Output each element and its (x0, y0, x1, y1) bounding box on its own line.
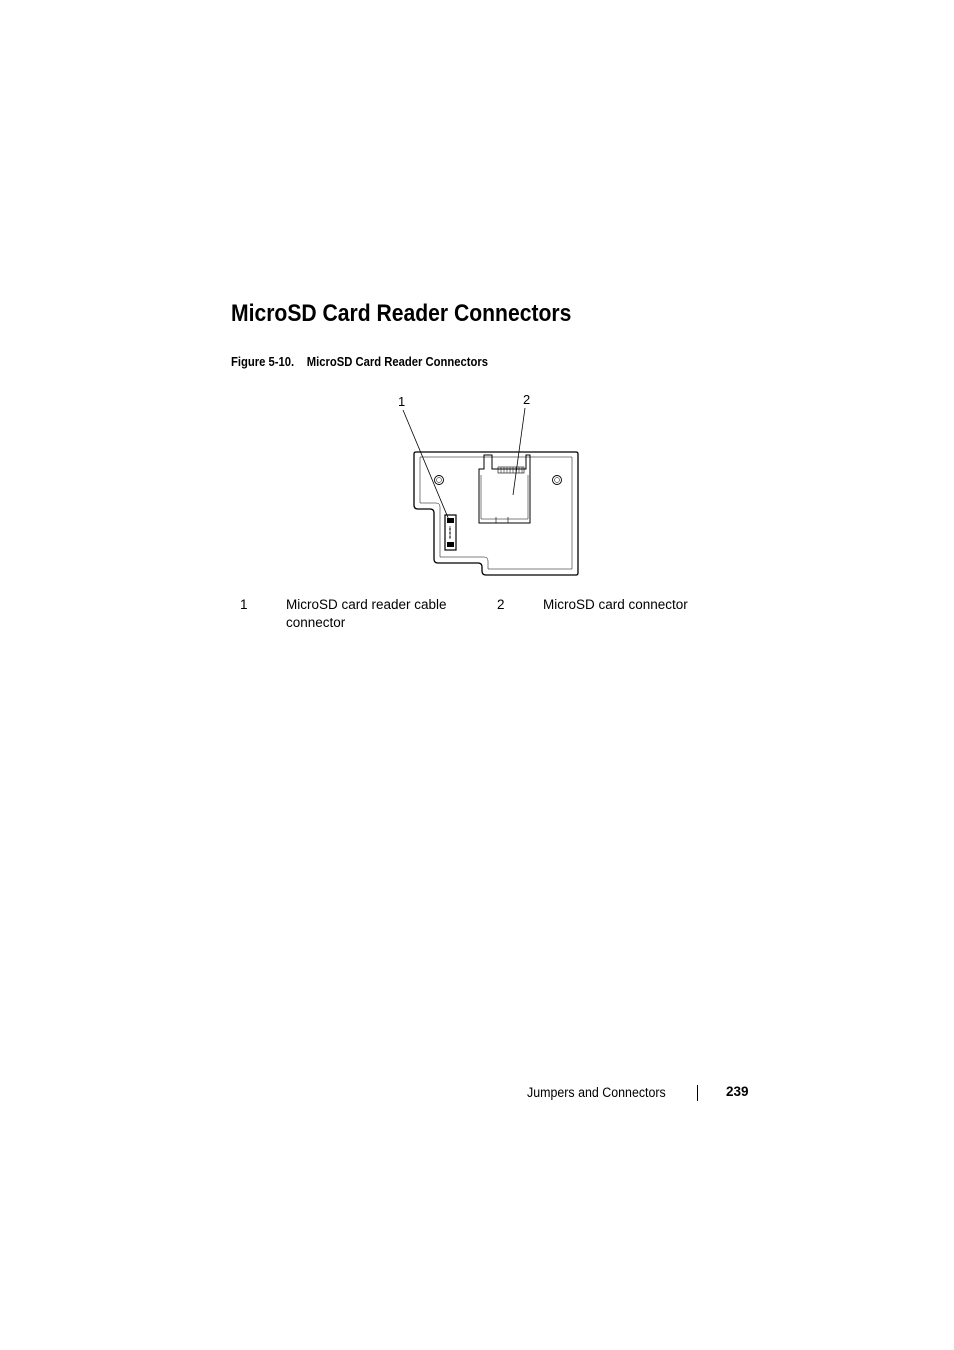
board-outline (414, 452, 578, 575)
board-inner-outline (420, 457, 572, 569)
mounting-hole-right (553, 476, 562, 485)
leader-line-1 (403, 410, 449, 520)
figure-title: MicroSD Card Reader Connectors (306, 355, 489, 369)
microsd-card-reader-cable-connector (445, 515, 456, 550)
microsd-card-connector (479, 455, 530, 523)
footer-separator (697, 1085, 698, 1101)
legend-number-2: 2 (497, 597, 505, 612)
legend-number-1: 1 (240, 597, 248, 612)
figure-caption (231, 355, 488, 369)
mounting-hole-left-inner (437, 478, 442, 483)
legend-text-1: MicroSD card reader cable connector (286, 597, 447, 630)
callout-2: 2 (523, 392, 531, 407)
microsd-board-diagram (380, 385, 590, 585)
mounting-hole-left (435, 476, 444, 485)
mounting-hole-right-inner (555, 478, 560, 483)
figure-label: Figure 5-10. (231, 355, 295, 369)
footer-page-number: 239 (726, 1084, 749, 1099)
legend-text-2: MicroSD card connector (543, 597, 688, 612)
page-heading: MicroSD Card Reader Connectors (231, 300, 572, 327)
callout-1: 1 (398, 394, 406, 409)
footer-section: Jumpers and Connectors (527, 1085, 666, 1100)
